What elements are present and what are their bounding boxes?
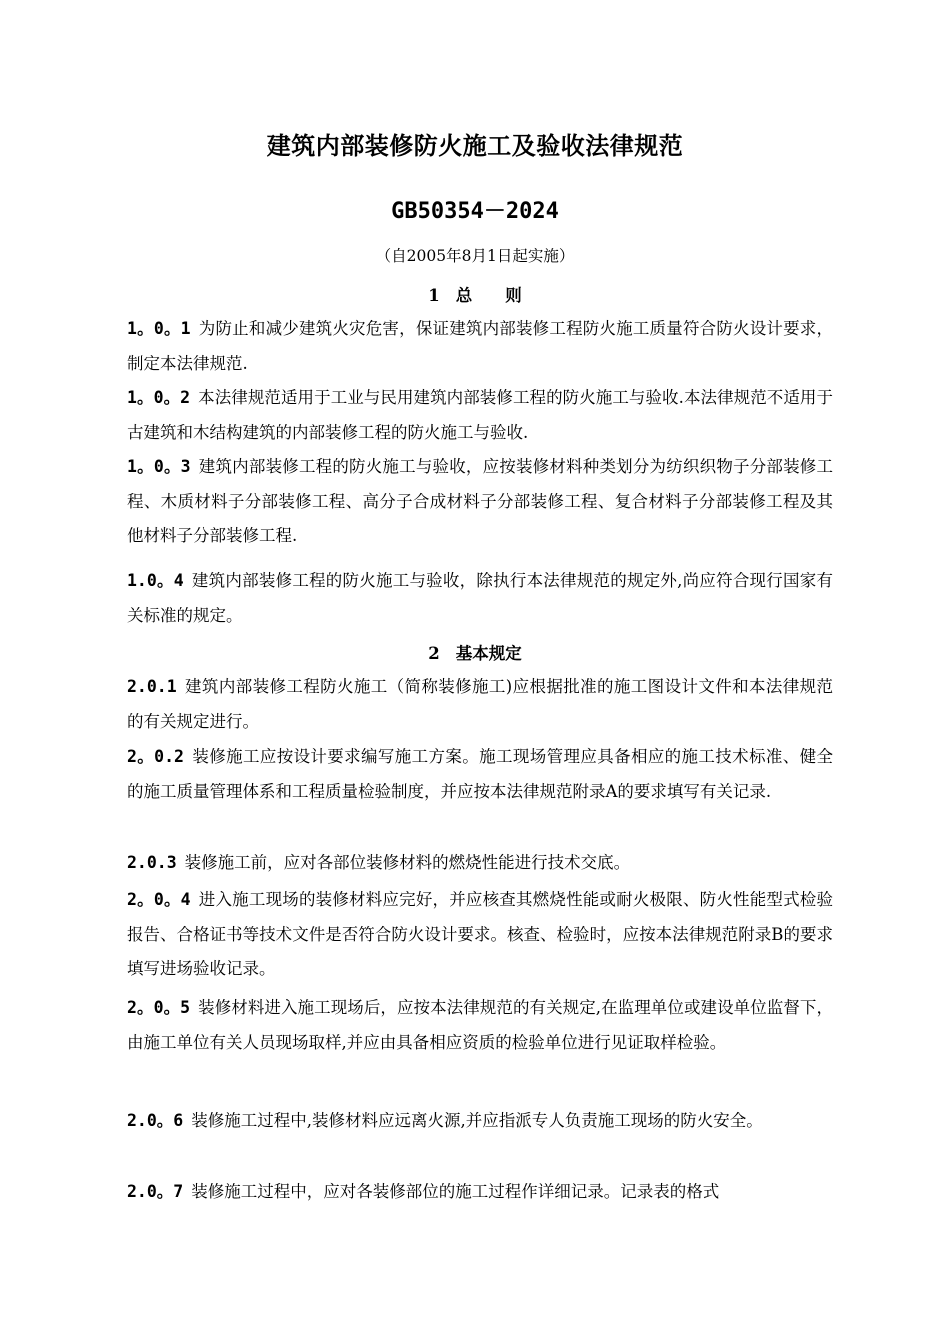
clause-number: 2.0.1 [127,677,177,696]
clause-number: 2.0。7 [127,1182,184,1201]
clause-text: 装修施工过程中,装修材料应远离火源,并应指派专人负责施工现场的防火安全。 [191,1111,763,1130]
clause-2-0-6 [127,1104,833,1139]
clause-2-0-5 [127,991,833,1060]
clause-number: 1。0。2 [127,388,191,407]
clause-number: 1。0。3 [127,457,191,476]
standard-code: GB50354－2024 [391,199,559,224]
clause-text: 建筑内部装修工程防火施工（简称装修施工)应根据批准的施工图设计文件和本法律规范的有关规定进行。 [127,677,833,731]
clause-number: 1。0。1 [127,319,191,338]
clause-text: 装修施工前，应对各部位装修材料的燃烧性能进行技术交底。 [184,853,631,872]
section-title: 总 则 [455,286,522,305]
clause-text: 建筑内部装修工程的防火施工与验收，除执行本法律规范的规定外,尚应符合现行国家有关标准的规定。 [127,571,833,625]
clause-text: 装修施工应按设计要求编写施工方案。施工现场管理应具备相应的施工技术标准、健全的施工质量管理体系和工程质量检验制度，并应按本法律规范附录A的要求填写有关记录. [127,747,833,801]
clause-1-0-2 [127,381,833,450]
effective-date: （自2005年8月1日起实施） [375,247,575,265]
section-heading-basic-provisions [0,640,950,664]
clause-2-0-2 [127,740,833,809]
document-title: 建筑内部装修防火施工及验收法律规范 [266,131,684,160]
clause-number: 2.0.3 [127,853,177,872]
clause-1-0-3 [127,450,833,554]
clause-number: 2。0。4 [127,890,191,909]
clause-text: 进入施工现场的装修材料应完好，并应核查其燃烧性能或耐火极限、防火性能型式检验报告、合格证书等技术文件是否符合防火设计要求。核查、检验时，应按本法律规范附录B的要求填写进场验收记录。 [127,890,834,978]
section-number: 1 [428,286,440,305]
section-number: 2 [428,644,440,663]
clause-1-0-4 [127,564,833,633]
clause-number: 2。0.2 [127,747,184,766]
clause-text: 装修材料进入施工现场后，应按本法律规范的有关规定,在监理单位或建设单位监督下，由施工单位有关人员现场取样,并应由具备相应资质的检验单位进行见证取样检验。 [127,998,833,1052]
clause-2-0-1 [127,670,833,739]
clause-number: 2.0。6 [127,1111,184,1130]
clause-number: 1.0。4 [127,571,184,590]
clause-text: 装修施工过程中，应对各装修部位的施工过程作详细记录。记录表的格式 [191,1182,720,1201]
section-heading-general [0,282,950,306]
clause-1-0-1 [127,312,833,381]
clause-text: 本法律规范适用于工业与民用建筑内部装修工程的防火施工与验收.本法律规范不适用于古建筑和木结构建筑的内部装修工程的防火施工与验收. [127,388,833,442]
clause-2-0-3 [127,846,833,881]
clause-number: 2。0。5 [127,998,191,1017]
clause-2-0-7 [127,1175,833,1210]
clause-text: 为防止和减少建筑火灾危害，保证建筑内部装修工程防火施工质量符合防火设计要求，制定本法律规范. [127,319,834,373]
clause-text: 建筑内部装修工程的防火施工与验收，应按装修材料种类划分为纺织织物子分部装修工程、木质材料子分部装修工程、高分子合成材料子分部装修工程、复合材料子分部装修工程及其他材料子分部装修工程. [127,457,834,545]
section-title: 基本规定 [455,644,522,663]
clause-2-0-4 [127,883,833,987]
